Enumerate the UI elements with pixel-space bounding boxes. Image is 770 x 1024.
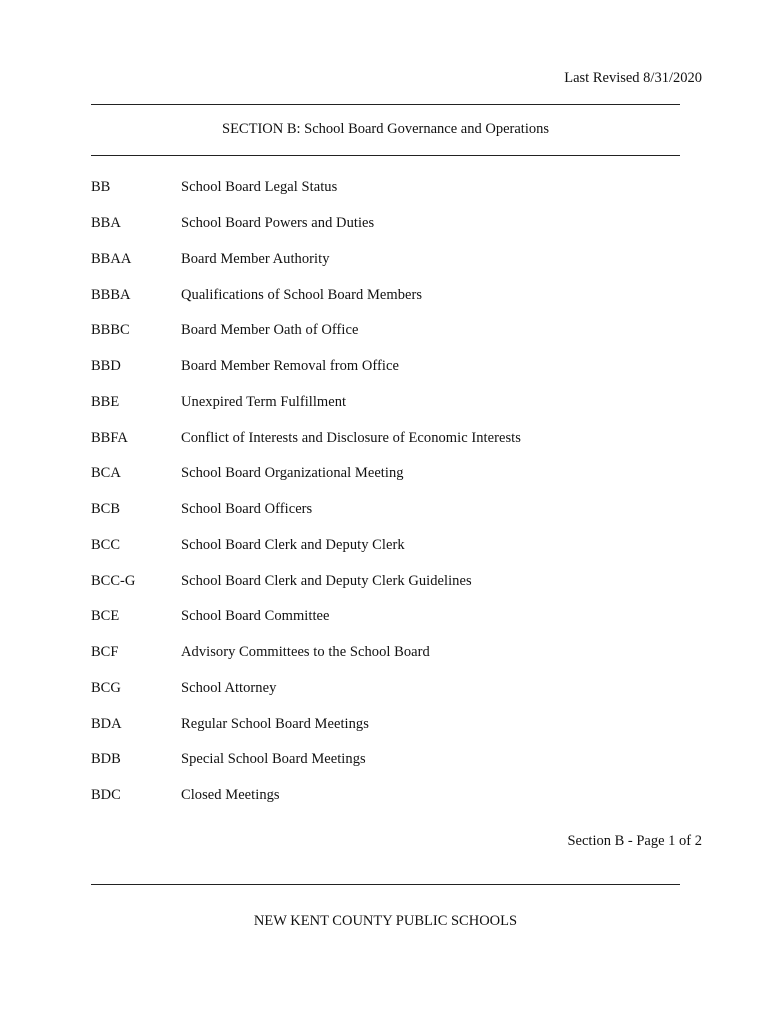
policy-row [91,528,680,564]
policy-row [91,385,680,421]
policy-title: School Board Officers [181,501,313,518]
footer-divider [91,884,680,885]
policy-title: School Board Clerk and Deputy Clerk [181,536,405,553]
policy-code: BBAA [91,250,132,267]
policy-code: BCF [91,644,119,661]
header-top-divider [91,104,680,105]
footer-organization: NEW KENT COUNTY PUBLIC SCHOOLS [253,913,518,929]
policy-row [91,492,680,528]
policy-row [91,563,680,599]
last-revised-date: Last Revised 8/31/2020 [564,70,702,86]
policy-row [91,742,680,778]
policy-title: School Attorney [181,679,277,696]
policy-row [91,170,680,206]
policy-title: Special School Board Meetings [181,751,366,768]
policy-row [91,277,680,313]
policy-code: BBA [91,215,121,232]
policy-code: BBBC [91,322,130,339]
policy-row [91,313,680,349]
header-bottom-divider [91,155,680,156]
policy-title: School Board Powers and Duties [181,215,375,232]
policy-row [91,420,680,456]
section-title: SECTION B: School Board Governance and Operations [222,121,549,137]
policy-code: BCA [91,465,121,482]
policy-row [91,706,680,742]
policy-title: School Board Legal Status [181,179,338,196]
policy-code: BBD [91,358,121,375]
policy-title: Unexpired Term Fulfillment [181,393,347,410]
policy-code: BCG [91,679,121,696]
policy-row [91,456,680,492]
policy-row [91,671,680,707]
policy-row [91,635,680,671]
policy-title: Board Member Oath of Office [181,322,359,339]
policy-code: BBBA [91,286,131,303]
policy-title: Board Member Authority [181,250,330,267]
policy-title: School Board Committee [181,608,330,625]
policy-code: BB [91,179,111,196]
policy-title: Regular School Board Meetings [181,715,369,732]
policy-code: BCB [91,501,121,518]
policy-code: BDA [91,715,122,732]
policy-title: Closed Meetings [181,787,280,804]
policy-title: School Board Clerk and Deputy Clerk Guidelines [181,572,472,589]
policy-code: BCC-G [91,572,136,589]
policy-title: School Board Organizational Meeting [181,465,404,482]
policy-code: BCC [91,536,121,553]
policy-title: Board Member Removal from Office [181,358,399,375]
policy-row [91,242,680,278]
policy-code: BDB [91,751,121,768]
policy-row [91,349,680,385]
policy-title: Qualifications of School Board Members [181,286,423,303]
page-number: Section B - Page 1 of 2 [567,833,702,849]
policy-code: BDC [91,787,121,804]
policy-row [91,778,680,814]
policy-index-list [91,170,680,814]
policy-code: BCE [91,608,120,625]
policy-code: BBFA [91,429,128,446]
policy-row [91,599,680,635]
policy-title: Conflict of Interests and Disclosure of Economic Interests [181,429,521,446]
policy-code: BBE [91,393,120,410]
policy-row [91,206,680,242]
policy-title: Advisory Committees to the School Board [181,644,430,661]
